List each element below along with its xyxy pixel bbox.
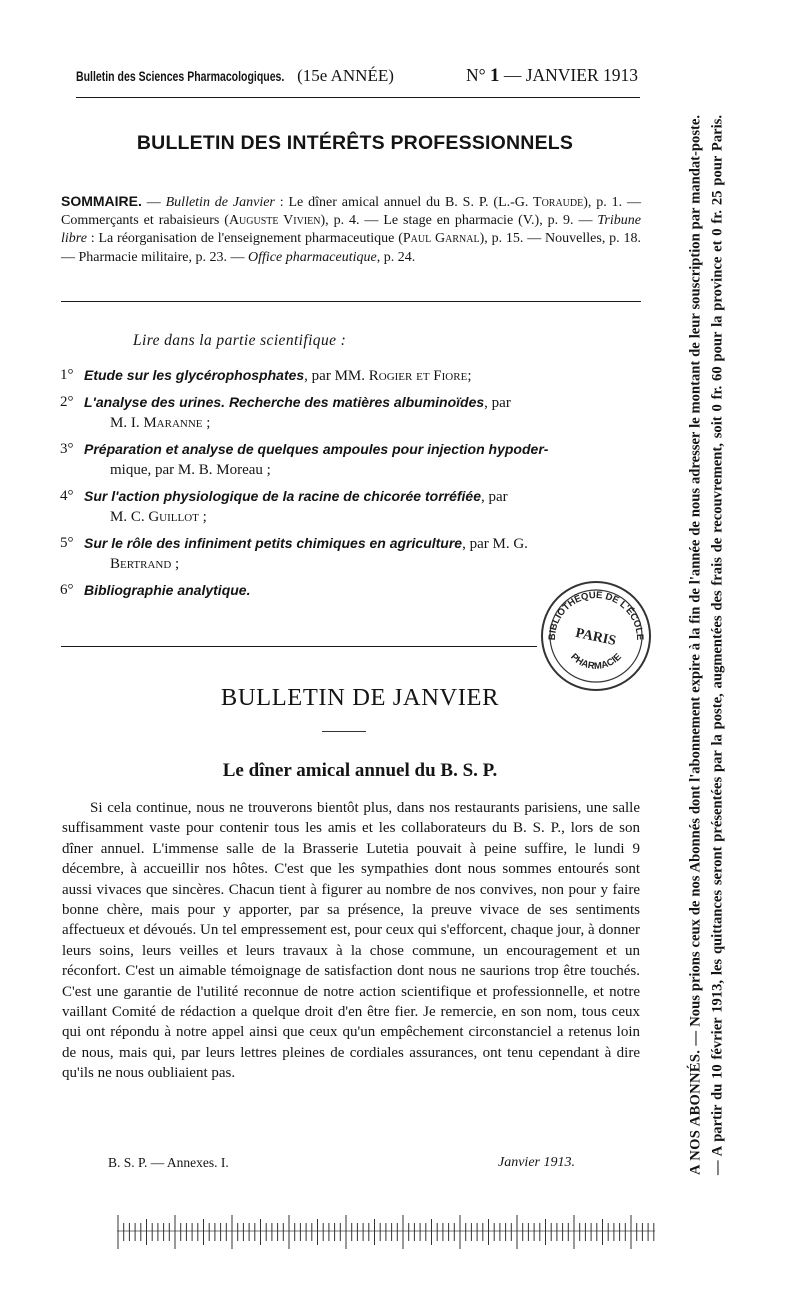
library-stamp [537,577,655,695]
lire-heading: Lire dans la partie scientifique : [133,332,347,349]
sommaire-label: SOMMAIRE. [61,193,142,209]
sommaire-text-11: ), p. 15. — Nouvelles, p. 18. — Pharmacie militaire, p. 23. — [61,231,641,265]
sommaire-author-3: Paul Garnal [402,231,480,247]
notice-text: Nous prions ceux de nos Abonnés dont l'abonnement expire à la fin de l'année de nous adresser le montant de leur souscription par mandat-poste. — A partir du 10 février 1913, les quittances seront présentées par la poste, augmentées des frais de recouvrement, soit 0 fr. 60 pour la province et 0 fr. 25 pour Paris. [687,115,725,1175]
stamp-top-text: BIBLIOTHÈQUE DE L'ÉCOLE [546,589,646,641]
notice-lead: A NOS ABONNÉS. — [687,1030,704,1175]
footer-date: Janvier 1913. [498,1155,575,1170]
item-title: Sur l'action physiologique de la racine de chicorée torréfiée [84,488,481,504]
title-ornament-rule [322,731,366,732]
item-author: M. I. Maranne ; [110,415,211,431]
item-by: , par [484,395,511,411]
issue-info [466,65,638,87]
item-title: Bibliographie analytique. [84,582,251,598]
sommaire-author-2: Auguste Vivien [228,213,321,229]
item-title: Etude sur les glycérophosphates [84,367,305,383]
section-rule [61,646,537,647]
list-item [60,365,645,386]
sommaire-text-12: Office pharmaceutique [248,249,377,265]
item-number: 1° [60,367,74,383]
item-by: , par M. G. [462,536,528,552]
sommaire-text-9: : La réorganisation de l'enseignement pharmaceutique ( [86,231,403,247]
item-author: M. C. Guillot ; [110,509,207,525]
list-item [60,439,645,480]
item-title: Sur le rôle des infiniment petits chimiques en agriculture [84,535,463,551]
list-item [60,533,645,574]
scale-ruler [117,1215,655,1249]
sommaire-text-5: ), p. 1. — Commerçants et rabaisieurs ( [61,195,641,229]
bulletin-title: BULLETIN DE JANVIER [220,684,500,711]
scientific-contents-list [60,365,645,607]
section-title: BULLETIN DES INTÉRÊTS PROFESSIONNELS [136,132,574,154]
header-rule [76,97,640,98]
sommaire-rule [61,301,641,302]
item-author: Bertrand ; [110,556,180,572]
list-item [60,392,645,433]
item-by: , par MM. [304,368,369,384]
article-body: Si cela continue, nous ne trouverons bientôt plus, dans nos restaurants parisiens, une salle suffisamment vaste pour contenir tous les amis et les collaborateurs du B. S. P., lors de son dîner annuel. L'immense salle de la Brasserie Lutetia pouvait à peine suffire, le lundi 9 décembre, à accueillir nos hôtes. C'est que les sympathies dont nous sommes entourés sont aussi vivaces que sincères. Chacun tient à figurer au nombre de nos convives, non pour y faire bonne chère, mais pour y apporter, par sa présence, la preuve vivace de ses sentiments affectueux et dévoués. Un tel empressement est, pour ceux qui s'efforcent, chaque jour, à donner leurs soins, leurs veilles et leurs travaux à la chose commune, un encouragement et un réconfort. C'est un aimable témoignage de satisfaction dont nous ne saurions trop être touchés. C'est une garantie de l'utilité reconnue de notre action scientifique et professionnelle, et notre vaillant Comité de rédaction a quelque droit d'en être fier. Je remercie, en son nom, tous ceux qui ont répondu à notre appel ainsi que ceux qu'un empêchement circonstanciel a retenus loin de nous, mais qui, par leurs lettres pleines de cordiales assurances, ont tenu cependant à dire qu'ils ne nous oubliaient pas. [62,800,641,1082]
sommaire-text-1: — [141,195,166,210]
stamp-bottom-text: PHARMACIE [568,651,624,672]
issue-date: — JANVIER 1913 [503,65,638,85]
sommaire-text-13: , p. 24. [376,249,416,265]
volume-year: (15e ANNÉE) [297,66,394,85]
subscribers-notice [686,115,729,1175]
item-end: ; [467,368,472,384]
item-number: 3° [60,441,74,457]
item-author: Rogier et Fiore [368,368,468,384]
list-item [60,486,645,527]
item-continuation: mique, par M. B. Moreau ; [110,462,271,478]
issue-number: 1 [489,65,500,86]
item-number: 2° [60,394,74,410]
item-title: Préparation et analyse de quelques ampoules pour injection hypoder- [84,441,549,457]
sommaire-text-3: : Le dîner amical annuel du B. S. P. ( [274,195,499,210]
stamp-center-text: PARIS [574,625,618,650]
sommaire-text-2: Bulletin de Janvier [165,195,275,210]
item-number: 6° [60,582,74,598]
issue-number-prefix: N° [465,65,486,85]
sommaire-author-1: L.-G. Toraude [498,195,584,210]
sommaire-text-7: ), p. 4. — Le stage en pharmacie (V.), p. 9. — [320,213,598,229]
item-by: , par [481,489,508,505]
sommaire-text-8: Tribune libre [61,213,641,247]
item-number: 4° [60,488,74,504]
sommaire-paragraph [61,192,641,267]
page-header [76,62,638,90]
item-number: 5° [60,535,74,551]
article-title: Le dîner amical annuel du B. S. P. [222,760,498,781]
header-left [76,66,394,86]
journal-name: Bulletin des Sciences Pharmacologiques. [76,69,285,84]
footer-reference: B. S. P. — Annexes. I. [108,1155,229,1170]
item-title: L'analyse des urines. Recherche des matières albuminoïdes [84,394,485,410]
